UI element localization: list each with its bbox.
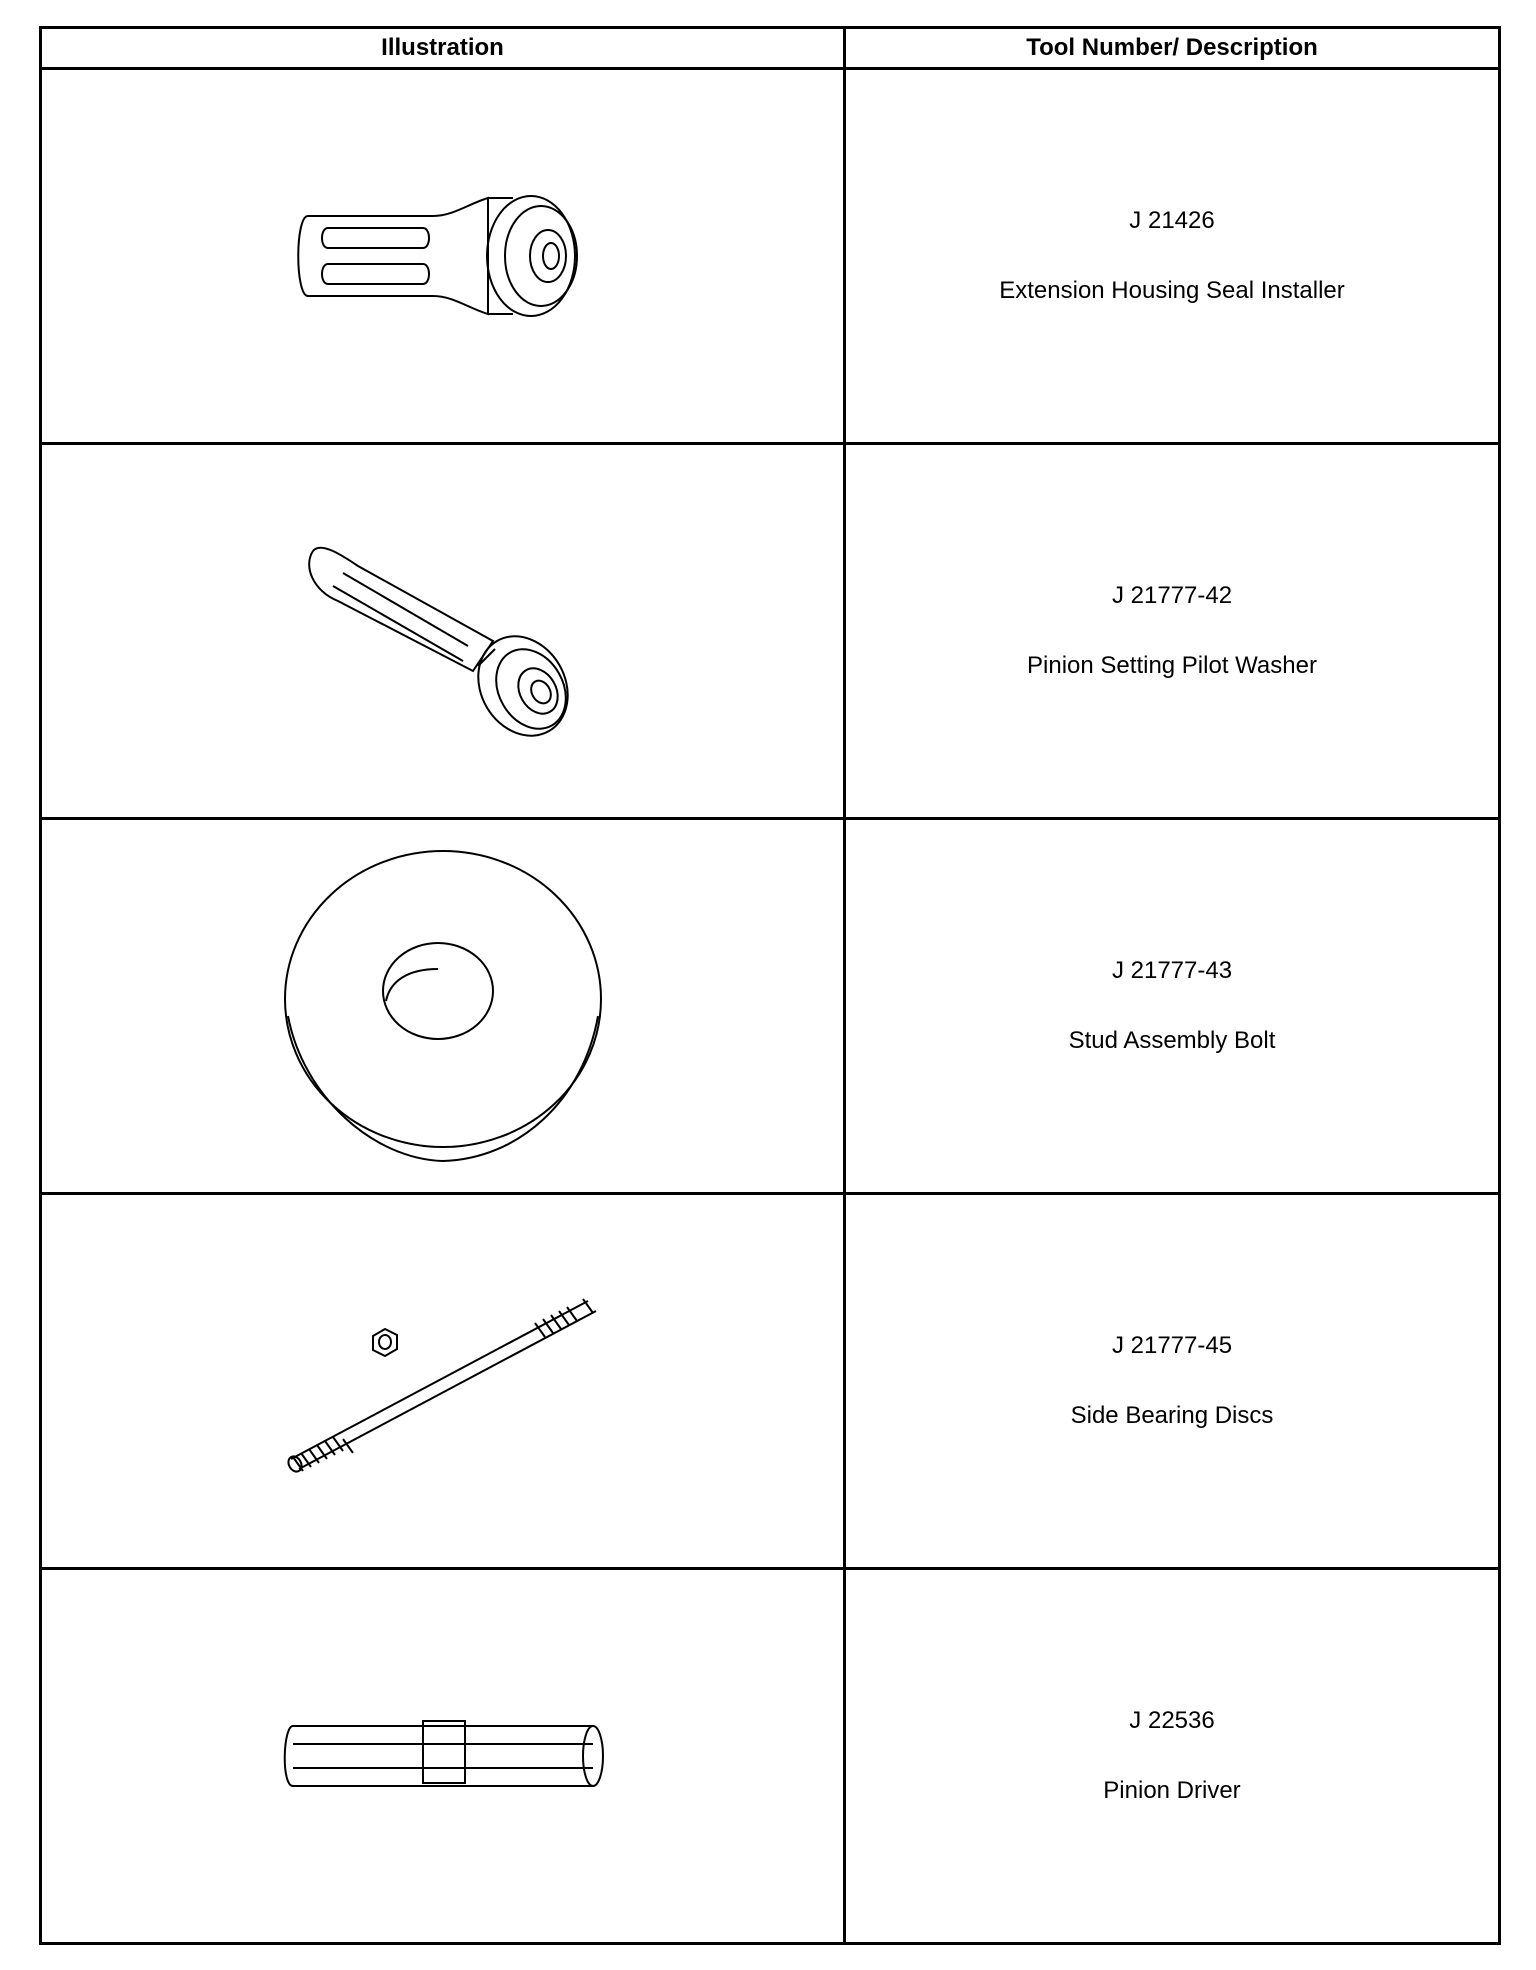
stud-bolt-icon [273, 1281, 613, 1481]
table-row [41, 1569, 1500, 1944]
tool-description: Pinion Setting Pilot Washer [1027, 652, 1317, 679]
tool-number: J 21777-43 [1111, 957, 1233, 984]
tool-description-cell [845, 1569, 1500, 1944]
tool-description: Extension Housing Seal Installer [999, 277, 1345, 304]
header-illustration: Illustration [41, 28, 845, 69]
tool-description-cell [845, 444, 1500, 819]
table-row [41, 1194, 1500, 1569]
illustration-cell [41, 1194, 845, 1569]
table-row [41, 819, 1500, 1194]
pinion-driver-icon [273, 1716, 613, 1796]
tool-description-cell [845, 819, 1500, 1194]
tool-description: Pinion Driver [1103, 1777, 1241, 1804]
washer-disc-icon [278, 841, 608, 1171]
table-row [41, 69, 1500, 444]
illustration-cell [41, 444, 845, 819]
tool-description-cell [845, 69, 1500, 444]
illustration-cell [41, 1569, 845, 1944]
tool-number: J 21777-45 [1111, 1332, 1233, 1359]
seal-installer-icon [283, 186, 603, 326]
illustration-cell [41, 819, 845, 1194]
header-tool-number-description: Tool Number/ Description [845, 28, 1500, 69]
tool-description: Side Bearing Discs [1070, 1402, 1274, 1429]
tool-description-cell [845, 1194, 1500, 1569]
illustration-cell [41, 69, 845, 444]
table-header-row [41, 28, 1500, 69]
tool-number: J 22536 [1129, 1707, 1215, 1734]
table-row [41, 444, 1500, 819]
pilot-washer-icon [283, 521, 603, 741]
tool-description: Stud Assembly Bolt [1068, 1027, 1276, 1054]
tool-number: J 21426 [1129, 207, 1215, 234]
special-tools-table [39, 26, 1501, 1945]
tool-number: J 21777-42 [1111, 582, 1233, 609]
